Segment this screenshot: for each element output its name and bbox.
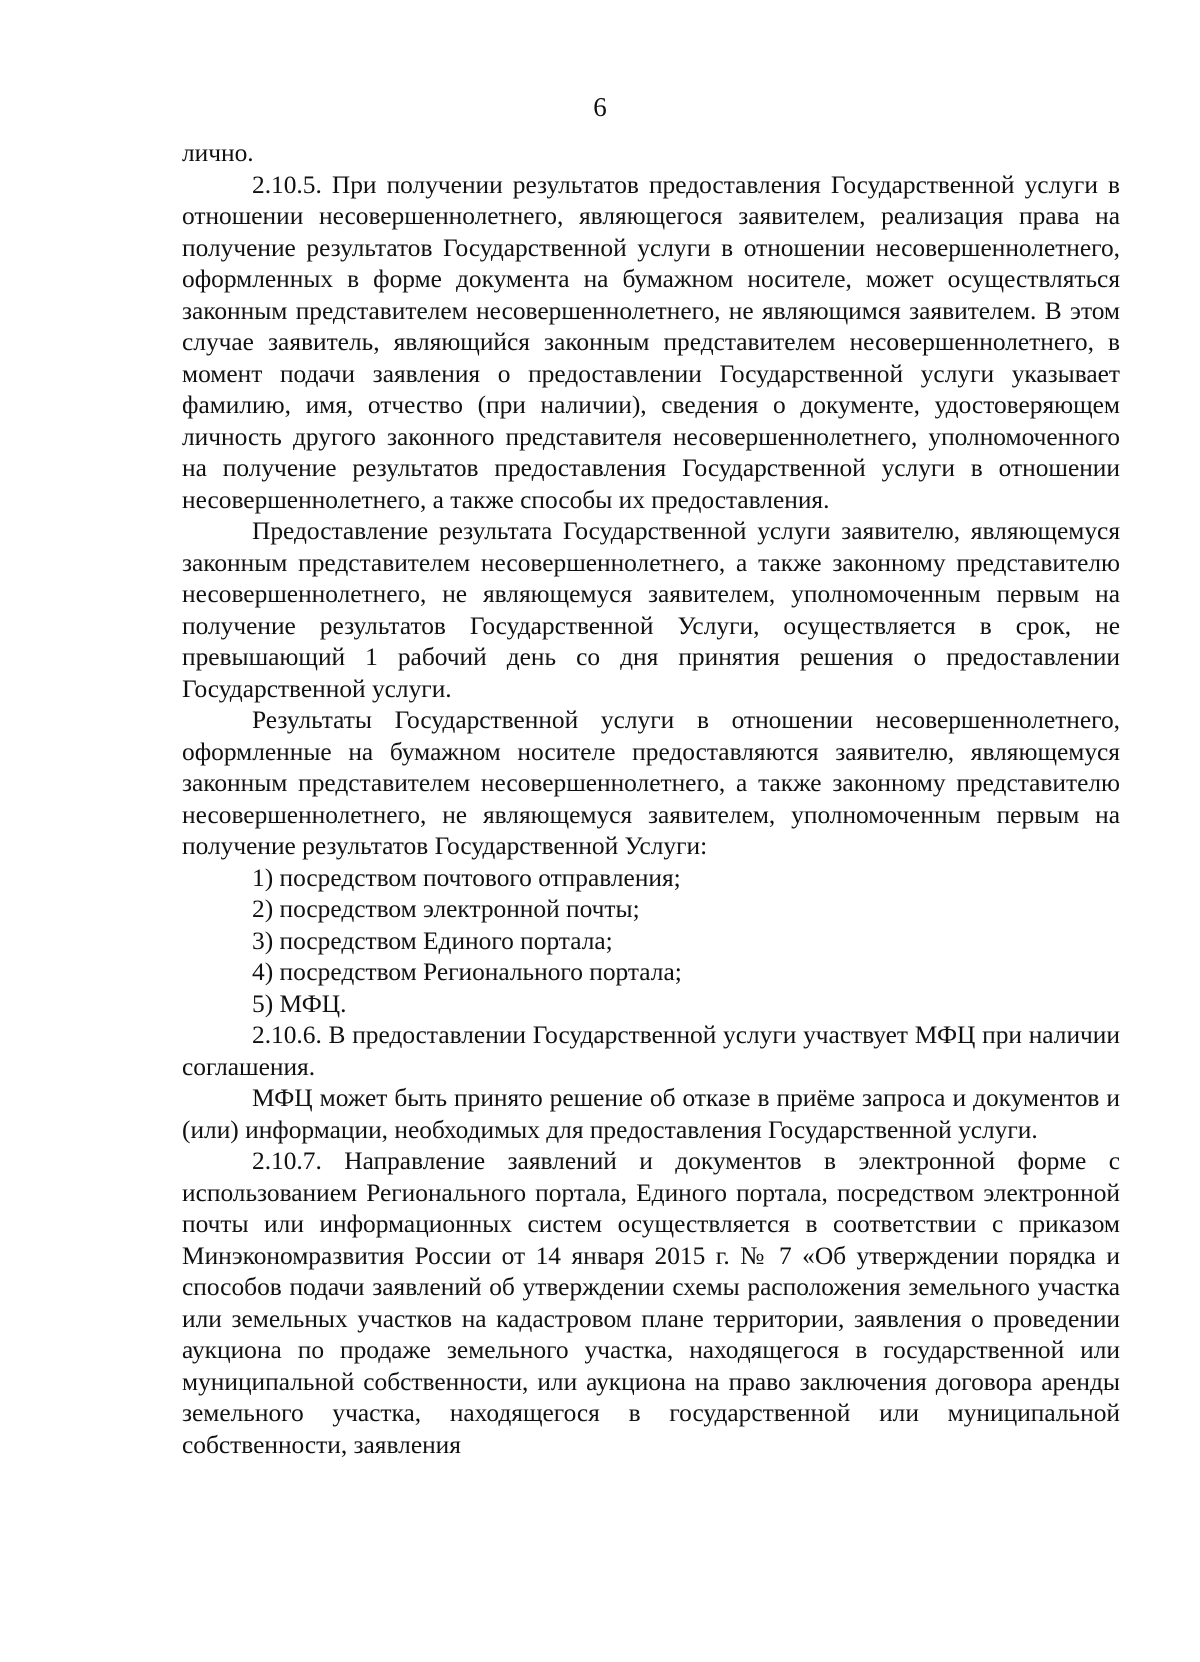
list-item: 4) посредством Регионального портала; <box>252 958 682 986</box>
paragraph: Результаты Государственной услуги в отношении несовершеннолетнего, оформленные на бумажном носителе предоставляются заявителю, являющемуся законным представителем несовершеннолетнего, а также законному представителю несовершеннолетнего, не являющемуся заявителем, уполномоченным первым на получение результатов Государственной Услуги: <box>182 706 1120 860</box>
list-item: 5) МФЦ. <box>252 989 347 1018</box>
paragraph-2-10-7: 2.10.7. Направление заявлений и документов в электронной форме с использованием Регионального портала, Единого портала, посредством электронной почты или информационных систем осуществляется в соответствии с приказом Минэкономразвития России от 14 января 2015 г. № 7 «Об утверждении порядка и способов подачи заявлений об утверждении схемы расположения земельного участка или земельных участков на кадастровом плане территории, заявления о проведении аукциона по продаже земельного участка, находящегося в государственной или муниципальной собственности, или аукциона на право заключения договора аренды земельного участка, находящегося в государственной или муниципальной собственности, заявления <box>182 1147 1120 1459</box>
list-item: 1) посредством почтового отправления; <box>252 863 681 892</box>
paragraph: лично. <box>182 139 254 167</box>
page-number: 6 <box>593 92 607 122</box>
paragraph-2-10-6: 2.10.6. В предоставлении Государственной услуги участвует МФЦ при наличии соглашения. <box>182 1021 1120 1081</box>
list-item: 2) посредством электронной почты; <box>252 895 640 923</box>
paragraph-2-10-5: 2.10.5. При получении результатов предоставления Государственной услуги в отношении несовершеннолетнего, являющегося заявителем, реализация права на получение результатов Государственной услуги в отношении несовершеннолетнего, оформленных в форме документа на бумажном носителе, может осуществляться законным представителем несовершеннолетнего, не являющимся заявителем. В этом случае заявитель, являющийся законным представителем несовершеннолетнего, в момент подачи заявления о предоставлении Государственной услуги указывает фамилию, имя, отчество (при наличии), сведения о документе, удостоверяющем личность другого законного представителя несовершеннолетнего, уполномоченного на получение результатов предоставления Государственной услуги в отношении несовершеннолетнего, а также способы их предоставления. <box>182 170 1120 514</box>
paragraph: Предоставление результата Государственной услуги заявителю, являющемуся законным представителем несовершеннолетнего, а также законному представителю несовершеннолетнего, не являющемуся заявителем, уполномоченным первым на получение результатов Государственной Услуги, осуществляется в срок, не превышающий 1 рабочий день со дня принятия решения о предоставлении Государственной услуги. <box>182 517 1120 703</box>
list-item: 3) посредством Единого портала; <box>252 926 613 955</box>
document-body <box>182 138 1120 1461</box>
paragraph: МФЦ может быть принято решение об отказе в приёме запроса и документов и (или) информации, необходимых для предоставления Государственной услуги. <box>182 1084 1120 1144</box>
